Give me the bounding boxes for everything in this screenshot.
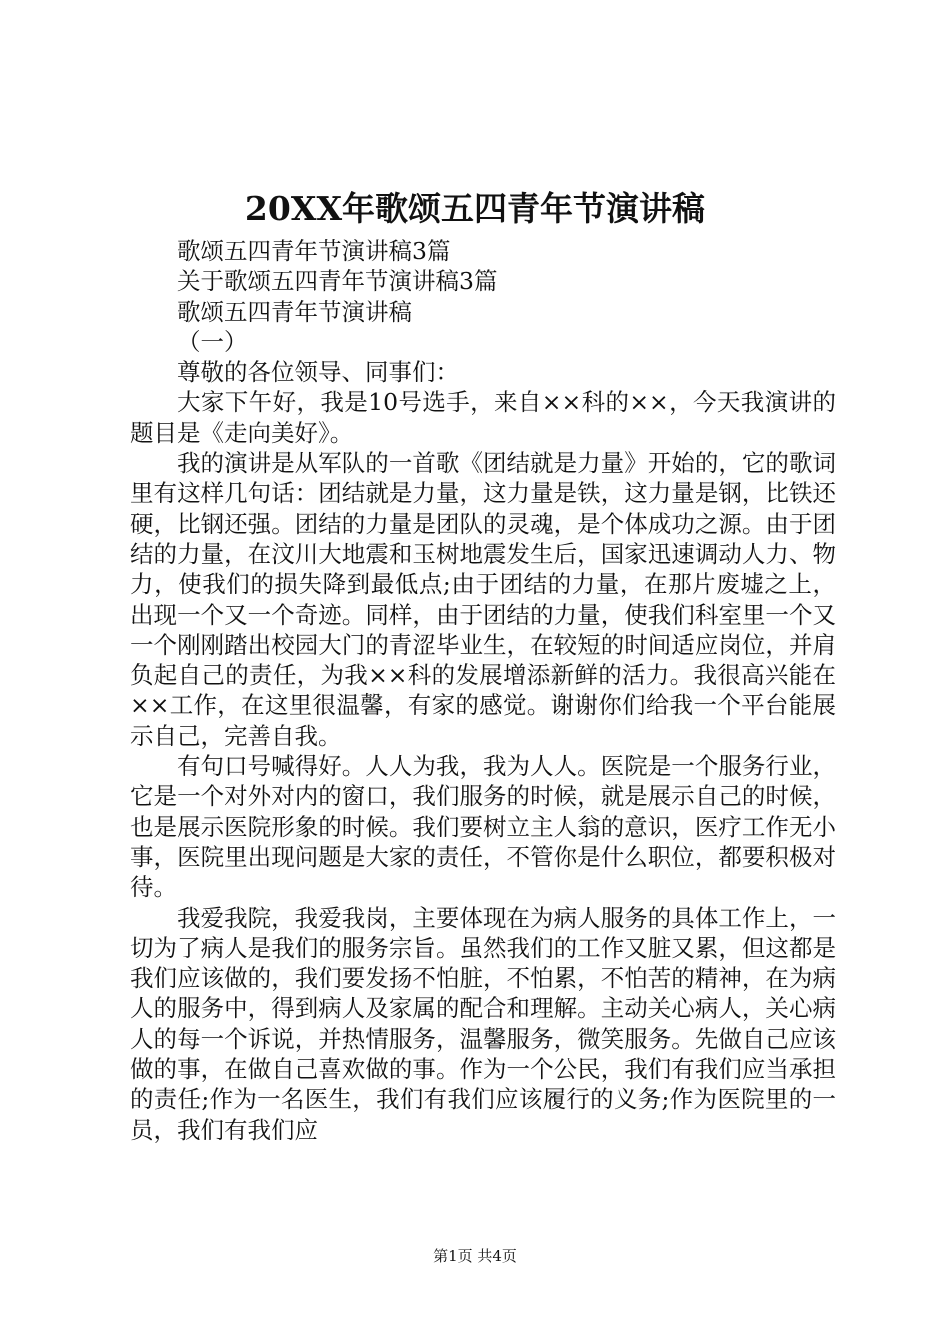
body-paragraph: 我的演讲是从军队的一首歌《团结就是力量》开始的，它的歌词里有这样几句话：团结就是力量，这力量是铁，这力量是钢，比铁还硬，比钢还强。团结的力量是团队的灵魂，是个体成功之源。由于团结的力量，在汶川大地震和玉树地震发生后，国家迅速调动人力、物力，使我们的损失降到最低点;由于团结的力量，在那片废墟之上，出现一个又一个奇迹。同样，由于团结的力量，使我们科室里一个又一个刚刚踏出校园大门的青涩毕业生，在较短的时间适应岗位，并肩负起自己的责任，为我××科的发展增添新鲜的活力。我很高兴能在××工作，在这里很温馨，有家的感觉。谢谢你们给我一个平台能展示自己，完善自我。 bbox=[130, 449, 836, 750]
document-title: 20XX年歌颂五四青年节演讲稿 bbox=[244, 189, 706, 228]
salutation: 尊敬的各位领导、同事们： bbox=[177, 358, 459, 387]
body-paragraph: 有句口号喊得好。人人为我，我为人人。医院是一个服务行业，它是一个对外对内的窗口，我们服务的时候，就是展示自己的时候，也是展示医院形象的时候。我们要树立主人翁的意识，医疗工作无小事，医院里出现问题是大家的责任，不管你是什么职位，都要积极对待。 bbox=[130, 752, 836, 902]
subtitle-line: 歌颂五四青年节演讲稿3篇 bbox=[177, 237, 451, 265]
body-paragraph: 我爱我院，我爱我岗，主要体现在为病人服务的具体工作上，一切为了病人是我们的服务宗旨。虽然我们的工作又脏又累，但这都是我们应该做的，我们要发扬不怕脏，不怕累，不怕苦的精神，在为病人的服务中，得到病人及家属的配合和理解。主动关心病人，关心病人的每一个诉说，并热情服务，温馨服务，微笑服务。先做自己应该做的事，在做自己喜欢做的事。作为一个公民，我们有我们应当承担的责任;作为一名医生，我们有我们应该履行的义务;作为医院里的一员，我们有我们应 bbox=[130, 903, 836, 1144]
body-paragraph: 大家下午好，我是10号选手，来自××科的××，今天我演讲的题目是《走向美好》。 bbox=[130, 388, 836, 447]
section-number: （一） bbox=[177, 327, 248, 356]
section-heading: 歌颂五四青年节演讲稿 bbox=[177, 297, 412, 326]
document-body bbox=[130, 236, 836, 1145]
page-footer: 第1页 共4页 bbox=[433, 1247, 517, 1265]
subtitle-line: 关于歌颂五四青年节演讲稿3篇 bbox=[177, 267, 498, 296]
